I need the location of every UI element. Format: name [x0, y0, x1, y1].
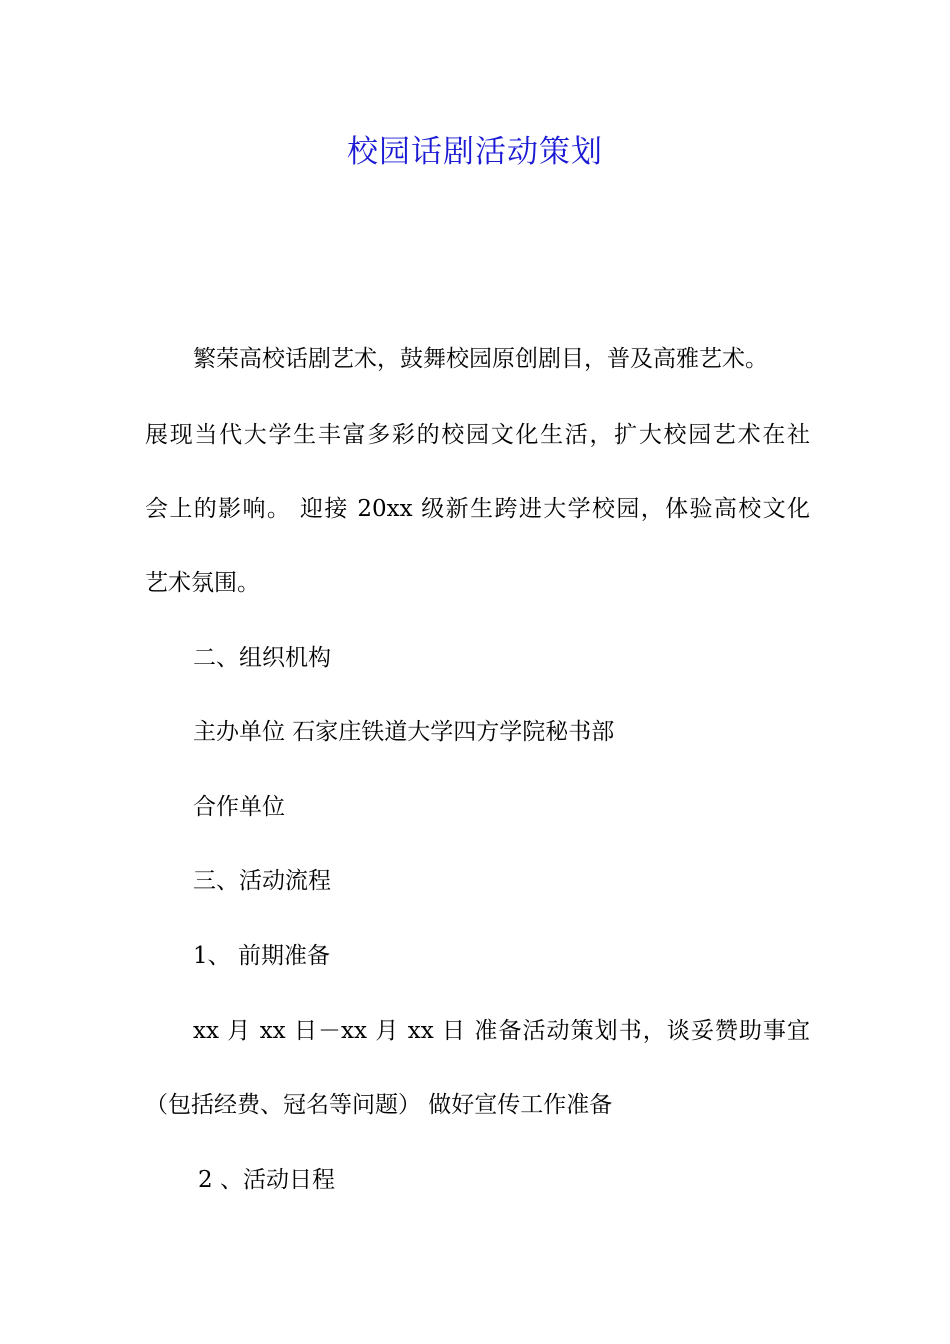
- paragraph-line: （包括经费、冠名等问题） 做好宣传工作准备: [145, 1092, 613, 1118]
- paragraph-line: xx 月 xx 日－xx 月 xx 日 准备活动策划书，谈妥赞助事宜: [193, 1018, 810, 1044]
- document-title: 校园话剧活动策划: [347, 134, 603, 170]
- paragraph-line: 艺术氛围。: [145, 570, 260, 596]
- paragraph-line: 主办单位 石家庄铁道大学四方学院秘书部: [193, 719, 615, 745]
- paragraph-line: 会上的影响。 迎接 20xx 级新生跨进大学校园，体验高校文化: [145, 496, 810, 522]
- section-heading: 二、组织机构: [193, 645, 331, 671]
- subsection-heading: 1、 前期准备: [193, 943, 330, 969]
- paragraph-line: 繁荣高校话剧艺术，鼓舞校园原创剧目，普及高雅艺术。: [193, 346, 768, 372]
- paragraph-line: 合作单位: [193, 794, 285, 820]
- section-heading: 三、活动流程: [193, 868, 331, 894]
- subsection-heading: 2 、活动日程: [198, 1167, 335, 1193]
- paragraph-line: 展现当代大学生丰富多彩的校园文化生活，扩大校园艺术在社: [145, 422, 810, 448]
